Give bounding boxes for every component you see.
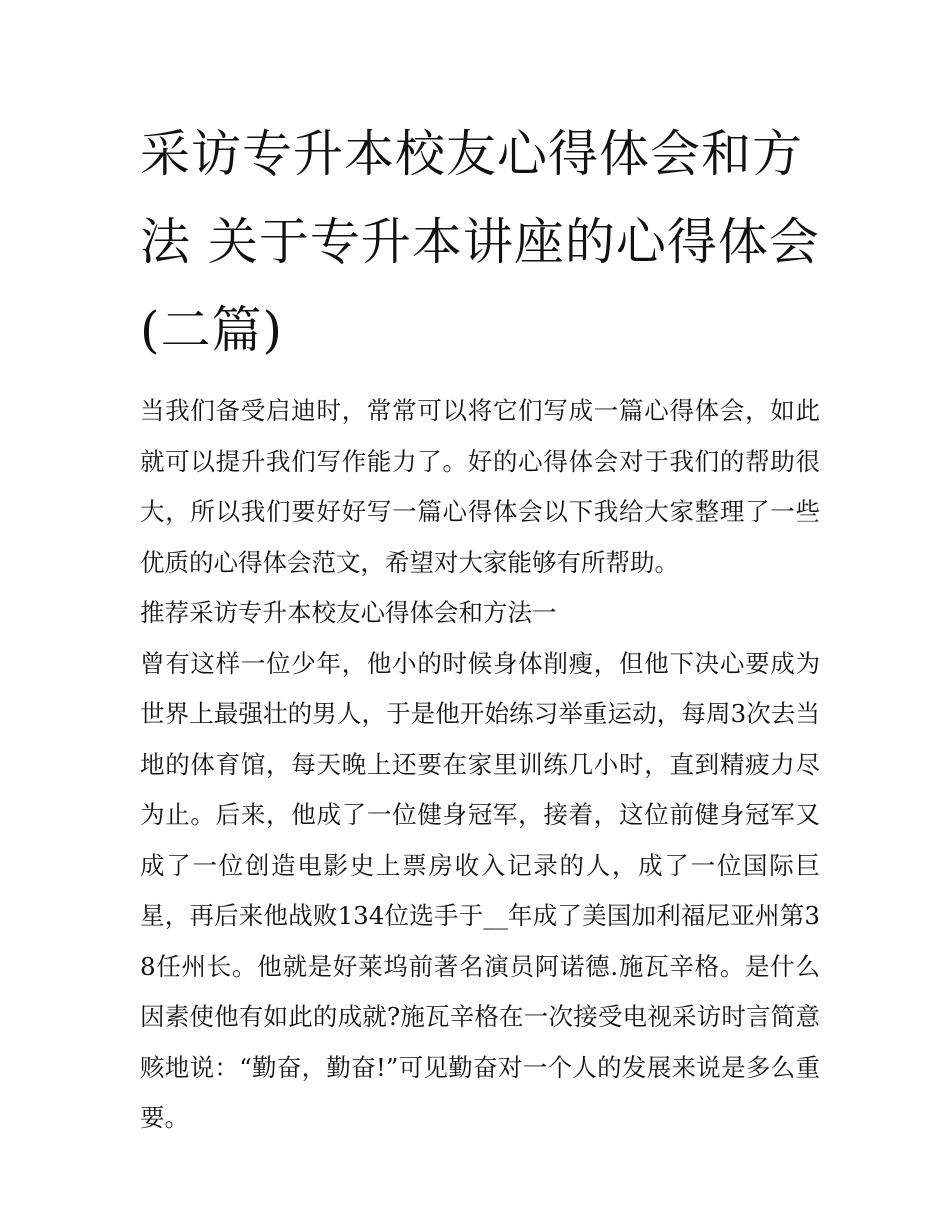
- document-page: [140, 110, 820, 1144]
- body-paragraph: 曾有这样一位少年，他小的时候身体削瘦，但他下决心要成为世界上最强壮的男人，于是他开始练习举重运动，每周3次去当地的体育馆，每天晚上还要在家里训练几小时，直到精疲力尽为止。后来，他成了一位健身冠军，接着，这位前健身冠军又成了一位创造电影史上票房收入记录的人，成了一位国际巨星，再后来他战败134位选手于__年成了美国加利福尼亚州第38任州长。他就是好莱坞前著名演员阿诺德.施瓦辛格。是什么因素使他有如此的成就?施瓦辛格在一次接受电视采访时言简意赅地说：“勤奋，勤奋!”可见勤奋对一个人的发展来说是多么重要。: [140, 648, 820, 1132]
- intro-paragraph: 当我们备受启迪时，常常可以将它们写成一篇心得体会，如此就可以提升我们写作能力了。好的心得体会对于我们的帮助很大，所以我们要好好写一篇心得体会以下我给大家整理了一些优质的心得体会范文，希望对大家能够有所帮助。: [140, 396, 820, 577]
- document-title: 采访专升本校友心得体会和方法 关于专升本讲座的心得体会(二篇): [140, 125, 820, 359]
- section-heading: 推荐采访专升本校友心得体会和方法一: [140, 598, 557, 627]
